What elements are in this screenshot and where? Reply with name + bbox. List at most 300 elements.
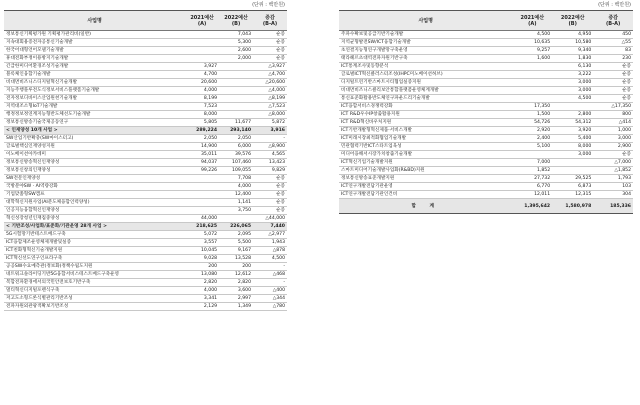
change-cell: 5,872: [253, 119, 287, 127]
project-name-cell: 전파자원외관광적확보기반조성: [4, 303, 185, 311]
budget-2021-cell: 8,199: [185, 95, 219, 103]
budget-2022-cell: 29,525: [552, 175, 593, 183]
project-name-cell: ICT R&D우수IP창출활용지원: [339, 111, 512, 119]
unit-label-left: (단위 : 백만원): [252, 2, 285, 8]
table-row: [339, 103, 633, 111]
table-row: [4, 239, 287, 247]
project-name-cell: ICT R&D혁신바우처지원: [339, 119, 512, 127]
left-budget-table-panel: [4, 0, 287, 311]
budget-2021-cell: [512, 71, 552, 79]
table-row: [4, 199, 287, 207]
project-name-cell: 정보통신방송표준개발지원: [339, 175, 512, 183]
budget-2022-cell: 3,000: [552, 79, 593, 87]
table-row: [339, 79, 633, 87]
budget-2021-cell: 7,000: [512, 159, 552, 167]
budget-2021-cell: 10,045: [185, 247, 219, 255]
change-cell: 순증: [593, 79, 633, 87]
budget-2022-cell: 3,222: [552, 71, 593, 79]
header-project-name-text: 사업명: [87, 17, 102, 24]
budget-2021-cell: 54,726: [512, 119, 552, 127]
table-row: [339, 63, 633, 71]
budget-2021-cell: 10,635: [512, 39, 552, 47]
change-cell: 103: [593, 183, 633, 191]
budget-2022-cell: 7,043: [219, 31, 253, 39]
project-name-cell: 민관협력기반ICT스타트업육성: [339, 143, 512, 151]
budget-2022-cell: 2,820: [219, 279, 253, 287]
project-name-cell: 혁신성장청년인재집중양성: [4, 215, 185, 223]
project-name-cell: 긴급한미디어환경조성기술개발: [4, 63, 185, 71]
change-cell: 1,000: [593, 127, 633, 135]
budget-2022-cell: 2,600: [219, 47, 253, 55]
budget-2022-cell: [552, 103, 593, 111]
budget-2022-cell: 6,000: [219, 143, 253, 151]
budget-2021-cell: 2,820: [185, 279, 219, 287]
budget-2021-cell: 2,400: [512, 135, 552, 143]
budget-2021-cell: 6,770: [512, 183, 552, 191]
header-text: (A): [197, 20, 207, 27]
change-cell: △17,350: [593, 103, 633, 111]
change-cell: 순증: [253, 191, 287, 199]
budget-2022-cell: [219, 215, 253, 223]
project-name-cell: SW전문인재양성: [4, 175, 185, 183]
table-header-row: [4, 11, 287, 31]
project-name-cell: 정보통신방송혁신인재양성: [4, 159, 185, 167]
budget-2022-cell: 11,677: [219, 119, 253, 127]
budget-2021-cell: 5,072: [185, 231, 219, 239]
budget-2021-cell: 289,224: [185, 127, 219, 135]
budget-2021-cell: 17,350: [512, 103, 552, 111]
budget-2022-cell: [552, 159, 593, 167]
budget-2021-cell: 1,600: [512, 55, 552, 63]
budget-2021-cell: 12,011: [512, 191, 552, 199]
budget-2021-cell: 94,037: [185, 159, 219, 167]
header-text: (B-A): [262, 20, 278, 27]
budget-2021-cell: [512, 95, 552, 103]
category-subtotal-row: [4, 127, 287, 135]
table-row: [4, 271, 287, 279]
project-name-cell: 주파수확보및공급기반기술개발: [339, 31, 512, 39]
header-text: 2021예산: [190, 14, 214, 21]
budget-2022-cell: 7,708: [219, 175, 253, 183]
project-name-cell: ICT통계조사및동향분석: [339, 63, 512, 71]
project-name-cell: ICT기반개발형혁신제품·서비스개발: [339, 127, 512, 135]
budget-2022-cell: 12,612: [219, 271, 253, 279]
table-row: [339, 39, 633, 47]
table-row: [339, 71, 633, 79]
change-cell: 7,440: [253, 223, 287, 231]
project-name-cell: 휴대전화부정이용방지기술개발: [4, 55, 185, 63]
budget-2022-cell: 3,750: [219, 207, 253, 215]
budget-2021-cell: 5,100: [512, 143, 552, 151]
budget-2022-cell: 6,873: [552, 183, 593, 191]
budget-2022-cell: 4,950: [552, 31, 593, 39]
project-name-cell: 비대면비즈니스디지털혁신기술개발: [4, 79, 185, 87]
project-name-cell: 비대면비즈니스클리보안통합플랫폼운영체계개발: [339, 87, 512, 95]
change-cell: 순증: [593, 151, 633, 159]
header-project-name: [4, 11, 185, 31]
budget-2022-cell: 2,000: [219, 55, 253, 63]
budget-2021-cell: 1,852: [512, 167, 552, 175]
table-row: [4, 151, 287, 159]
project-name-cell: 멀티혁신디지털포렌식구축: [4, 287, 185, 295]
header-text: 2022예산: [224, 14, 248, 21]
table-row: [4, 183, 287, 191]
change-cell: △780: [253, 303, 287, 311]
header-text: (B-A): [605, 20, 621, 27]
change-cell: 3,000: [593, 135, 633, 143]
budget-2021-cell: 3,927: [185, 63, 219, 71]
change-cell: △2,977: [253, 231, 287, 239]
change-cell: △344: [253, 295, 287, 303]
table-row: [4, 55, 287, 63]
project-name-cell: 행정정보정연계지능형반도체선도기술개발: [4, 111, 185, 119]
budget-2021-cell: 44,000: [185, 215, 219, 223]
budget-2021-cell: 2,129: [185, 303, 219, 311]
table-row: [339, 55, 633, 63]
change-cell: 2,900: [593, 143, 633, 151]
budget-2021-cell: [185, 207, 219, 215]
table-row: [339, 87, 633, 95]
change-cell: 순증: [253, 175, 287, 183]
project-name-cell: 지속대회용증전자공통신기술개발: [4, 39, 185, 47]
change-cell: 304: [593, 191, 633, 199]
change-cell: 순증: [253, 199, 287, 207]
budget-2022-cell: 13,528: [219, 255, 253, 263]
change-cell: △7,000: [593, 159, 633, 167]
change-cell: 순증: [253, 207, 287, 215]
project-name-cell: 정보통신창의인재양성: [4, 167, 185, 175]
budget-2022-cell: 2,800: [552, 111, 593, 119]
change-cell: 순증: [253, 55, 287, 63]
table-row: [4, 63, 287, 71]
budget-2022-cell: 6,130: [552, 63, 593, 71]
table-row: [4, 103, 287, 111]
table-row: [4, 247, 287, 255]
project-name-cell: ICT미래시장최적화협업기술개발: [339, 135, 512, 143]
table-row: [4, 39, 287, 47]
budget-2022-cell: 9,167: [219, 247, 253, 255]
budget-2022-cell: [552, 167, 593, 175]
project-name-cell: 이노베이션아카데미: [4, 151, 185, 159]
right-budget-table-panel: [339, 0, 633, 214]
change-cell: 1,943: [253, 239, 287, 247]
header-project-name-text: 사업명: [418, 17, 433, 24]
table-row: [4, 287, 287, 295]
change-cell: 순증: [253, 47, 287, 55]
budget-2021-cell: [185, 39, 219, 47]
change-cell: -: [253, 279, 287, 287]
budget-2022-cell: 54,312: [552, 119, 593, 127]
budget-2022-cell: [219, 111, 253, 119]
table-body-left: [4, 31, 287, 311]
budget-2021-cell: [185, 183, 219, 191]
change-cell: △4,700: [253, 71, 287, 79]
table-row: [339, 135, 633, 143]
budget-2021-cell: 35,011: [185, 151, 219, 159]
header-2022-budget: [552, 11, 593, 31]
project-name-cell: 태라헤르츠대역전파자원기반구축: [339, 55, 512, 63]
project-name-cell: 스마트미디어기술개발사업화(R&BD)지원: [339, 167, 512, 175]
budget-2022-cell: [219, 63, 253, 71]
change-cell: △8,199: [253, 95, 287, 103]
budget-2022-cell: 5,300: [219, 39, 253, 47]
change-cell: 83: [593, 47, 633, 55]
table-row: [4, 207, 287, 215]
budget-2021-cell: 2,050: [185, 135, 219, 143]
total-2021: 1,395,642: [512, 199, 552, 214]
project-name-cell: 복합전파환경에서의국민안전보호기반구축: [4, 279, 185, 287]
change-cell: △8,000: [253, 111, 287, 119]
change-cell: 순증: [593, 95, 633, 103]
project-name-cell: ICT연구개발전담기관인건비: [339, 191, 512, 199]
budget-2022-cell: 293,140: [219, 127, 253, 135]
header-text: (A): [528, 20, 537, 27]
change-cell: △55: [593, 39, 633, 47]
table-row: [339, 31, 633, 39]
table-row: [339, 167, 633, 175]
change-cell: △4,000: [253, 87, 287, 95]
change-cell: 순증: [253, 39, 287, 47]
table-row: [4, 303, 287, 311]
budget-2021-cell: [185, 175, 219, 183]
change-cell: △8,900: [253, 143, 287, 151]
change-cell: 800: [593, 111, 633, 119]
project-name-cell: 미디어융해서시장가치창출기술개발: [339, 151, 512, 159]
table-row: [339, 47, 633, 55]
project-name-cell: 저고도소형드론식별관리기반조성: [4, 295, 185, 303]
change-cell: 4,500: [253, 255, 287, 263]
budget-2022-cell: 1,349: [219, 303, 253, 311]
budget-2021-cell: 4,700: [185, 71, 219, 79]
budget-2022-cell: 9,340: [552, 47, 593, 55]
table-row: [4, 135, 287, 143]
budget-2022-cell: 3,000: [552, 87, 593, 95]
budget-table-right: [339, 10, 633, 214]
project-name-cell: 네트워크솔라이딩기반5G융합서비스테스트베드구축운영: [4, 271, 185, 279]
table-row: [4, 119, 287, 127]
project-name-cell: ICT융합서비스경쟁력강화: [339, 103, 512, 111]
table-row: [339, 159, 633, 167]
budget-2022-cell: 226,065: [219, 223, 253, 231]
table-row: [339, 191, 633, 199]
change-cell: 450: [593, 31, 633, 39]
change-cell: △468: [253, 271, 287, 279]
project-name-cell: 대학혁신지원사업(AI분도체융합인력양성): [4, 199, 185, 207]
budget-2022-cell: 200: [219, 263, 253, 271]
table-header-row: [339, 11, 633, 31]
budget-2022-cell: [219, 95, 253, 103]
change-cell: 순증: [593, 87, 633, 95]
table-row: [339, 127, 633, 135]
change-cell: 순증: [593, 63, 633, 71]
budget-2022-cell: 109,055: [219, 167, 253, 175]
project-name-cell: 정보통신기획평가원 기획평가관리비(일반): [4, 31, 185, 39]
change-cell: 순증: [253, 183, 287, 191]
budget-2021-cell: 5,805: [185, 119, 219, 127]
budget-2021-cell: [512, 151, 552, 159]
budget-2021-cell: 9,028: [185, 255, 219, 263]
project-name-cell: 초연결지능형연구개발망구축운영: [339, 47, 512, 55]
table-row: [4, 295, 287, 303]
change-cell: 순증: [253, 31, 287, 39]
project-name-cell: 블록체인융합기술개발: [4, 71, 185, 79]
budget-2021-cell: [185, 47, 219, 55]
table-row: [4, 71, 287, 79]
table-row: [4, 215, 287, 223]
budget-2021-cell: 9,257: [512, 47, 552, 55]
total-row: [339, 199, 633, 214]
table-row: [4, 143, 287, 151]
table-row: [4, 95, 287, 103]
budget-2021-cell: [185, 191, 219, 199]
project-name-cell: 글로벌핵심인재양성지원: [4, 143, 185, 151]
table-row: [4, 111, 287, 119]
table-row: [4, 47, 287, 55]
total-change: 185,336: [593, 199, 633, 214]
budget-2021-cell: 13,080: [185, 271, 219, 279]
budget-2021-cell: 1,500: [512, 111, 552, 119]
budget-2022-cell: 4,500: [552, 95, 593, 103]
change-cell: 3,916: [253, 127, 287, 135]
change-cell: 13,423: [253, 159, 287, 167]
table-row: [339, 175, 633, 183]
table-row: [4, 167, 287, 175]
header-2022-budget: [219, 11, 253, 31]
table-row: [4, 263, 287, 271]
project-name-cell: 국방분야SW · AI역량강화: [4, 183, 185, 191]
table-row: [4, 279, 287, 287]
project-name-cell: 한국어대형언어모델기술개발: [4, 47, 185, 55]
table-row: [4, 191, 287, 199]
table-row: [339, 111, 633, 119]
budget-2021-cell: 3,341: [185, 295, 219, 303]
budget-2022-cell: 4,000: [219, 183, 253, 191]
project-name-cell: 지역균형발전SW/ICT융합기술개발: [339, 39, 512, 47]
project-name-cell: 공공SW수요예측관(정보화)정책수립도지원: [4, 263, 185, 271]
budget-2022-cell: 2,997: [219, 295, 253, 303]
table-body-right: [339, 31, 633, 199]
change-cell: △1,852: [593, 167, 633, 175]
header-text: 증감: [608, 14, 618, 21]
header-text: 2022예산: [560, 14, 585, 21]
budget-2022-cell: 10,580: [552, 39, 593, 47]
project-name-cell: 전자정보디바이스산업원천기술개발: [4, 95, 185, 103]
table-row: [4, 175, 287, 183]
table-row: [339, 143, 633, 151]
budget-2021-cell: 8,000: [185, 111, 219, 119]
project-name-cell: ICT연구개발전담기관운영: [339, 183, 512, 191]
project-name-cell: < 인재양성 10개 사업 >: [4, 127, 185, 135]
budget-2021-cell: 99,226: [185, 167, 219, 175]
header-2021-budget: [512, 11, 552, 31]
budget-2022-cell: 3,000: [552, 151, 593, 159]
project-name-cell: < 기반조성/사업화/표준화/기관운영 28개 사업 >: [4, 223, 185, 231]
category-subtotal-row: [4, 223, 287, 231]
change-cell: △20,600: [253, 79, 287, 87]
header-2021-budget: [185, 11, 219, 31]
table-row: [4, 255, 287, 263]
budget-2021-cell: 200: [185, 263, 219, 271]
table-row: [339, 119, 633, 127]
total-2022: 1,580,978: [552, 199, 593, 214]
change-cell: △3,927: [253, 63, 287, 71]
table-row: [339, 183, 633, 191]
change-cell: △878: [253, 247, 287, 255]
budget-2022-cell: 1,141: [219, 199, 253, 207]
budget-2021-cell: [185, 55, 219, 63]
budget-2022-cell: 3,600: [219, 287, 253, 295]
budget-2022-cell: 5,500: [219, 239, 253, 247]
budget-2022-cell: 12,400: [219, 191, 253, 199]
budget-2021-cell: 7,523: [185, 103, 219, 111]
header-text: (B): [568, 20, 577, 27]
project-name-cell: 디지털트윈기반스마트시티협업실증지원: [339, 79, 512, 87]
project-name-cell: 기업맞춤형SW캠프: [4, 191, 185, 199]
project-name-cell: 통신표준화활용반도체연구파운드리기술개발: [339, 95, 512, 103]
header-change: [253, 11, 287, 31]
budget-2022-cell: 3,920: [552, 127, 593, 135]
project-name-cell: ICT혁신선도연구인프라구축: [4, 255, 185, 263]
budget-2022-cell: [219, 87, 253, 95]
budget-2021-cell: [185, 199, 219, 207]
total-label: 합 계: [339, 199, 512, 214]
change-cell: -: [253, 263, 287, 271]
header-text: (B): [231, 20, 241, 27]
header-project-name: [339, 11, 512, 31]
project-name-cell: ICT혁신기업기술개발지원: [339, 159, 512, 167]
budget-2021-cell: 14,900: [185, 143, 219, 151]
project-name-cell: 정보통신방송기술국제공동연구: [4, 119, 185, 127]
budget-2021-cell: 27,732: [512, 175, 552, 183]
header-change: [593, 11, 633, 31]
change-cell: △44,000: [253, 215, 287, 223]
budget-2021-cell: 4,000: [185, 287, 219, 295]
header-text: 증감: [265, 14, 275, 21]
project-name-cell: 5G시험망기반테스트베드구축: [4, 231, 185, 239]
table-row: [4, 159, 287, 167]
header-text: 2021예산: [520, 14, 545, 21]
change-cell: 1,793: [593, 175, 633, 183]
budget-table-left: [4, 10, 287, 311]
change-cell: 4,565: [253, 151, 287, 159]
budget-2022-cell: 12,315: [552, 191, 593, 199]
budget-2022-cell: 1,830: [552, 55, 593, 63]
change-cell: 9,829: [253, 167, 287, 175]
project-name-cell: SW산업기반확충(SW마이스터고): [4, 135, 185, 143]
budget-2021-cell: [512, 79, 552, 87]
table-row: [339, 151, 633, 159]
budget-2021-cell: 20,600: [185, 79, 219, 87]
budget-2021-cell: 3,557: [185, 239, 219, 247]
project-name-cell: 지역대조소형IoT기술개발: [4, 103, 185, 111]
budget-2021-cell: [185, 31, 219, 39]
table-row: [4, 87, 287, 95]
unit-label-right: (단위 : 백만원): [598, 2, 631, 8]
table-row: [4, 231, 287, 239]
change-cell: △400: [253, 287, 287, 295]
budget-2021-cell: 218,625: [185, 223, 219, 231]
change-cell: 230: [593, 55, 633, 63]
budget-2021-cell: [512, 87, 552, 95]
budget-2022-cell: [219, 71, 253, 79]
budget-2022-cell: 2,095: [219, 231, 253, 239]
project-name-cell: 글로벌ICT혁신클러스터조성(IHPC미노베이션허브): [339, 71, 512, 79]
budget-2022-cell: 107,460: [219, 159, 253, 167]
project-name-cell: ICT융합제조운영체제개발및실증: [4, 239, 185, 247]
project-name-cell: 지능주행플루전도식정보서비스플랫폼기술개발: [4, 87, 185, 95]
budget-2021-cell: 4,500: [512, 31, 552, 39]
budget-2021-cell: 4,000: [185, 87, 219, 95]
